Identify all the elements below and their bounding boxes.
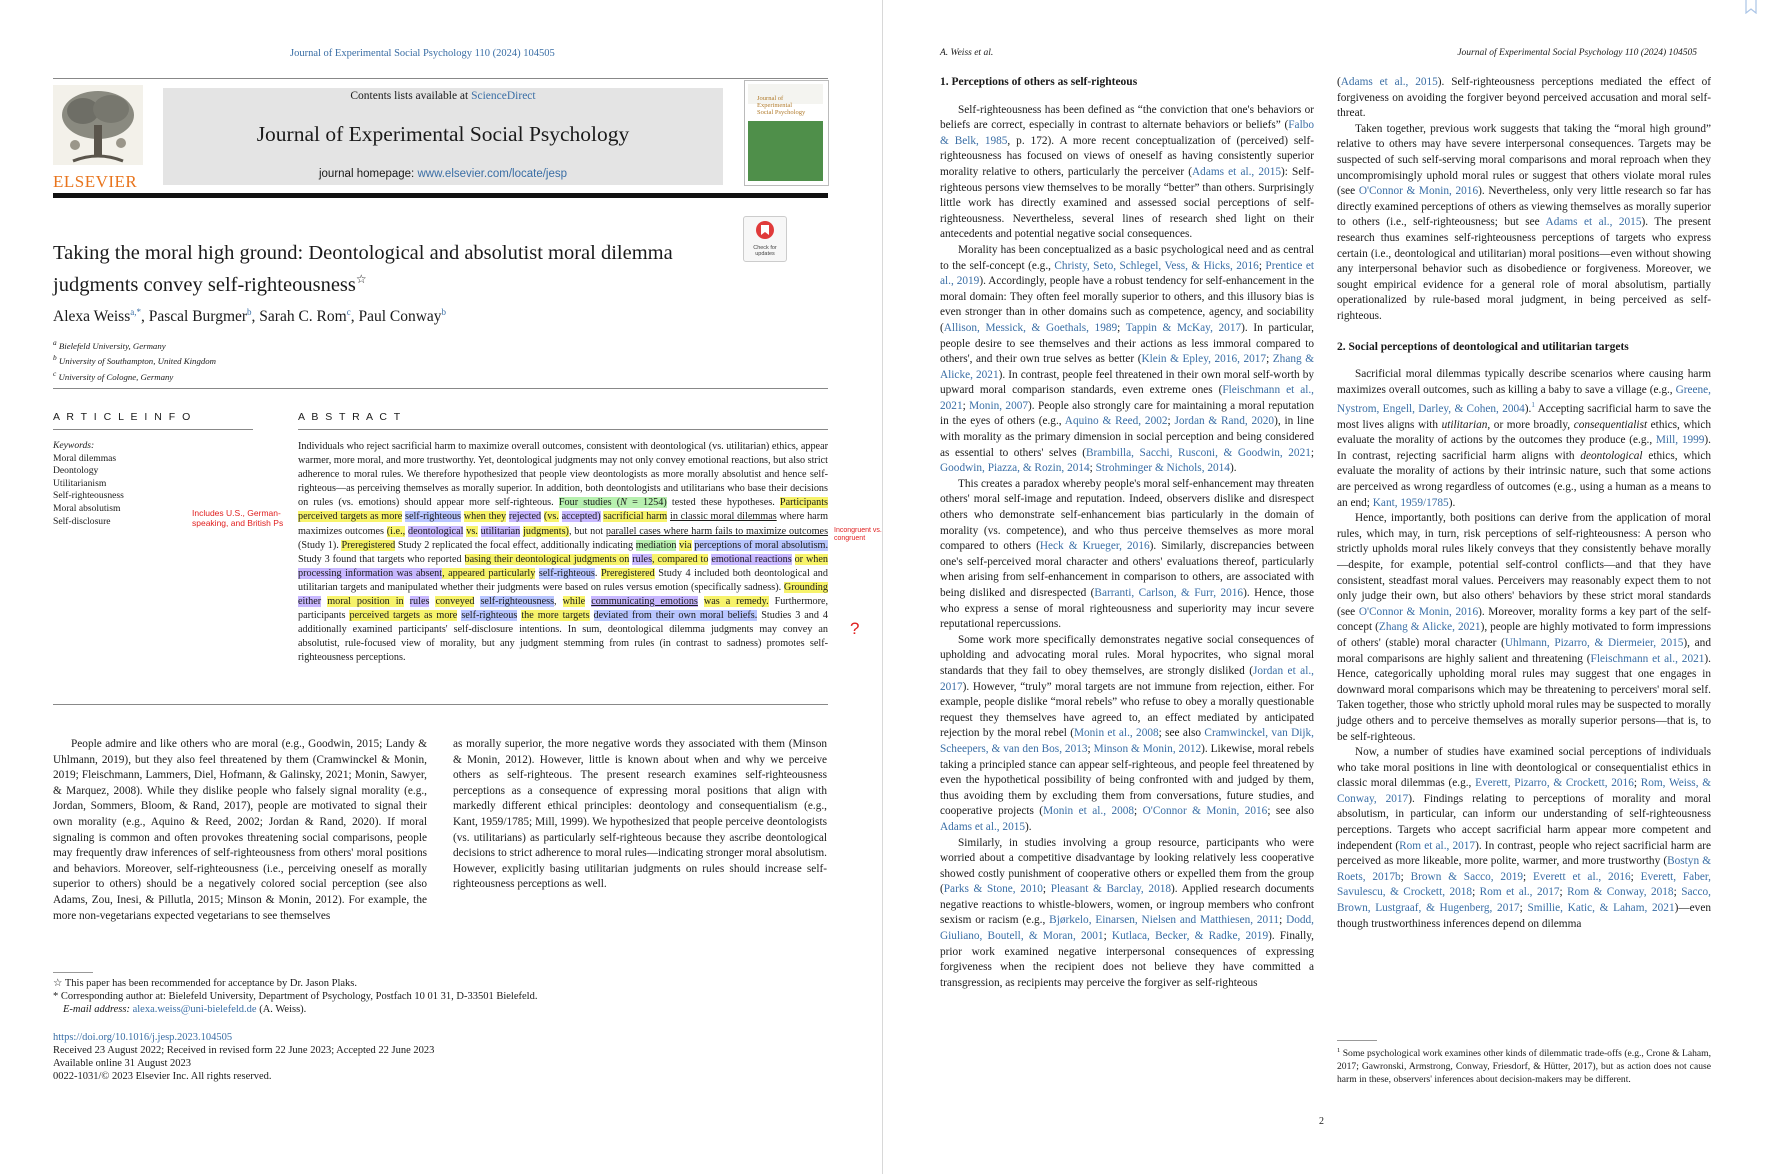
keyword: Self-righteousness	[53, 490, 124, 502]
author-name: Paul Conway	[358, 308, 442, 326]
keywords-list	[53, 440, 124, 528]
author-affiliation-mark[interactable]: a,*	[130, 307, 141, 317]
footnotes: ☆ This paper has been recommended for acceptance by Dr. Jason Plaks. * Corresponding author at: Bielefeld University, Department of Psychology, Postfach 10 01 31, D-33501 Bielefeld. E-mail address: alexa.weiss@uni-bielefeld.de (A. Weiss).	[53, 978, 538, 1015]
check-updates-line: Check for	[753, 245, 777, 251]
keyword: Moral dilemmas	[53, 452, 117, 464]
page2-column-1: 1. Perceptions of others as self-righteous Self-righteousness has been defined as “the conviction that one's behaviors or beliefs are correct, especially in contrast to alternate behaviors or beliefs” (Falbo & Belk, 1985, p. 172). A more recent conceptualization of (perceived) self-righteousness has focused on views of oneself as having consistently superior morality relative to others, particularly the perceiver (Adams et al., 2015): Self-righteous persons view themselves to be morally “better” than others. Surprisingly little work has directly examined and assessed social perceptions of self-righteousness. Nevertheless, several lines of research shed light on their antecedents and potential negative social consequences. Morality has been conceptualized as a basic psychological need and as central to the self-concept (e.g., Christy, Seto, Schlegel, Vess, & Hicks, 2016; Prentice et al., 2019). Accordingly, people have a robust tendency for self-enhancement in the moral domain: They often feel morally superior to others, and this illusory bias is even stronger than in other domains such as competence, agency, and sociability (Allison, Messick, & Goethals, 1989; Tappin & McKay, 2017). In particular, people desire to see themselves and their actions as less immoral compared to others', and their own true selves as better (Klein & Epley, 2016, 2017; Zhang & Alicke, 2021). In contrast, people feel threatened in their own moral self-worth by upward moral comparison standards, even extreme ones (Fleischmann et al., 2021; Monin, 2007). People also strongly care for maintaining a moral reputation in the eyes of others (e.g., Aquino & Reed, 2002; Jordan & Rand, 2020), in line with morality as the primary dimension in social perception and being considered as essential to others' selves (Brambilla, Sacchi, Rusconi, & Goodwin, 2021; Goodwin, Piazza, & Rozin, 2014; Strohminger & Nichols, 2014). This creates a paradox whereby people's moral self-enhancement may threaten others' moral self-image and reputation. Indeed, observers dislike and disrespect others who demonstrate self-enhancement bias particularly in the domain of morality (vs. competence), and who thus perceive themselves as more moral compared to others (Heck & Krueger, 2016). Similarly, discrepancies between one's self-perceived moral character and others' evaluations thereof, particularly when arising from self-enhancement in comparison to others, are associated with being disliked and disrespected (Barranti, Carlson, & Furr, 2016). Hence, those who express a sense of moral righteousness and superiority may incur severe reputational repercussions. Some work more specifically demonstrates negative social consequences of upholding and advocating moral rules. Moral hypocrites, who signal moral standards that they fail to obey themselves, are strongly disliked (Jordan et al., 2017). However, “truly” moral targets are not immune from rejection, either. For example, people dislike “moral rebels” who refuse to obey a morally questionable request they themselves have agreed to, an effect mediated by anticipated rejection by the moral rebel (Monin et al., 2008; see also Cramwinckel, van Dijk, Scheepers, & van den Bos, 2013; Minson & Monin, 2012). Likewise, moral rebels taking a principled stance can appear self-righteous, and people feel threatened by even the hypothetical possibility of being confronted with and judged by them, thus avoiding them by excluding them from conversations, future studies, and cooperative projects (Monin et al., 2008; O'Connor & Monin, 2016; see also Adams et al., 2015). Similarly, in studies involving a group resource, participants who were worried about a competitive disadvantage by looking relatively less cooperative showed costly punishment of cooperative others or expelled them from the group (Parks & Stone, 2010; Pleasant & Barclay, 2018). Applied research documents negative reactions to whistle-blowers, women, or ingroup members who confront sexism or racism (e.g., Bjørkelo, Einarsen, Nielsen and Matthiesen, 2011; Dodd, Giuliano, Boutell, & Moran, 2001; Kutlaca, Becker, & Radke, 2019). Finally, prior work examined negative interpersonal consequences of expressing forgiveness when the recipient does not believe they have committed a transgression, as recipients may perceive the forgiver as self-righteous	[940, 76, 1315, 989]
running-head-right: Journal of Experimental Social Psychology 110 (2024) 104505	[1457, 48, 1697, 58]
running-head-left: A. Weiss et al.	[940, 48, 994, 58]
cover-line: Experimental	[757, 102, 793, 109]
keywords-label: Keywords:	[53, 440, 95, 451]
copyright: 0022-1031/© 2023 Elsevier Inc. All rights reserved.	[53, 1071, 272, 1082]
page2-column-2: (Adams et al., 2015). Self-righteousness perceptions mediated the effect of forgiveness on avoiding the forgiver beyond perceived accusation and moral self-threat. Taken together, previous work suggests that taking the “moral high ground” relative to others may have severe interpersonal consequences. Targets may be suspected of such self-serving moral comparisons and moral reproach when they uncompromisingly uphold moral rules or suggest that others violate moral rules (see O'Connor & Monin, 2016). Nevertheless, only very little research so far has directly examined perceptions of others as viewing themselves as morally superior to others (i.e., self-righteousness; but see Adams et al., 2015). The present research thus examines self-righteousness perceptions of targets who express certain (i.e., deontological and utilitarian) moral positions—even without showing any interpersonal behavior such as disobedience or forgiveness. Moreover, we sought empirical evidence for a general role of moral absolutism, partially operationalized by rule-based moral judgment, in being perceived as self-righteous. 2. Social perceptions of deontological and utilitarian targets Sacrificial moral dilemmas typically describe scenarios where causing harm maximizes overall outcomes, such as killing a baby to save a village (e.g., Greene, Nystrom, Engell, Darley, & Cohen, 2004).$^1$ Accepting sacrificial harm to save the most lives aligns with utilitarian, or more broadly, consequentialist ethics, which evaluate the morality of actions by the outcomes they produce (e.g., Mill, 1999). In contrast, rejecting sacrificial harm aligns with deontological ethics, which evaluate the morality of actions by their intrinsic nature, such that some actions are perceived as wrong regardless of outcomes (e.g., using a human as a means to an end; Kant, 1959/1785). Hence, importantly, both positions can derive from the application of moral rules, which may, in turn, risk perceptions of self-righteousness: A person who strictly upholds moral rules likely conveys that they consistently behave morally—despite, for example, potential self-control conflicts—and that they have consistent, steadfast moral values. Perceivers may reasonably expect them to not only judge their own, but also others' behaviors by these strict moral standards (see O'Connor & Monin, 2016). Moreover, morality forms a key part of the self-concept (Zhang & Alicke, 2021), people are highly motivated to form impressions of others' (stable) moral character (Uhlmann, Pizarro, & Diermeier, 2015), and moral comparisons are highly salient and threatening (Fleischmann et al., 2021). Hence, categorically upholding moral rules may suggest that one engages in downward moral comparisons which may be threatening to perceivers' moral self. Taken together, those who strictly uphold moral rules may be suspected to morally judge others and to perceive themselves as morally superior persons—that is, to be self-righteous. Now, a number of studies have examined social perceptions of individuals who take moral positions in line with deontological or consequentialist ethics in classic moral dilemmas (e.g., Everett, Pizarro, & Crockett, 2016; Rom, Weiss, & Conway, 2017). Findings relating to perceptions of morality and moral absolutism, in particular, can inform our understanding of self-righteousness perceptions. Targets who accept sacrificial harm appear more competent and independent (Rom et al., 2017). In contrast, people who reject sacrificial harm are perceived as more likeable, more polite, warmer, and more trustworthy (Bostyn & Roets, 2017b; Brown & Sacco, 2019; Everett et al., 2016; Everett, Faber, Savulescu, & Crockett, 2018; Rom et al., 2017; Rom & Conway, 2018; Sacco, Brown, Lustgraaf, & Hugenberg, 2017; Smillie, Katic, & Laham, 2021)—even though trustworthiness inferences depend on dilemma	[1337, 76, 1712, 930]
footnote-mark: ☆	[53, 978, 63, 989]
section-2-heading: 2. Social perceptions of deontological and utilitarian targets	[1337, 340, 1629, 353]
abstract-bottom-rule	[53, 704, 828, 705]
cover-line: Social Psychology	[757, 109, 806, 116]
page-2	[883, 0, 1765, 1174]
intro-column-2: as morally superior, the more negative words they associated with them (Minson & Monin, 2012). However, little is known about when and why we perceive others as self-righteous. The present research examines self-righteousness perceptions as a consequence of expressing moral positions that align with markedly different ethical principles: deontology and consequentialism (e.g., Kant, 1959/1785; Mill, 1999). We hypothesized that people perceive deontologists (vs. utilitarians) as particularly self-righteous because they ascribe deontological decisions to strict adherence to moral rules—indicating stronger moral absolutism. However, explicitly basing utilitarian judgments on rules should increase self-righteousness perceptions as well.	[453, 738, 827, 891]
email-label: E-mail address:	[63, 1004, 130, 1015]
page-1	[0, 0, 882, 1174]
affiliation: $^a$ Bielefeld University, Germany	[53, 338, 166, 351]
journal-banner	[163, 88, 723, 185]
email-suffix: (A. Weiss).	[259, 1004, 307, 1015]
annotation-note-left: Includes U.S., German-speaking, and British Ps	[192, 508, 284, 528]
article-info-rule	[53, 429, 253, 430]
article-history	[53, 1031, 828, 1083]
keyword: Moral absolutism	[53, 502, 121, 514]
abstract-rule	[298, 429, 828, 430]
elsevier-tree-icon	[53, 85, 143, 165]
homepage-prefix: journal homepage:	[318, 168, 415, 180]
contents-prefix: Contents lists available at	[350, 90, 469, 102]
author-name: Alexa Weiss	[53, 308, 131, 326]
affiliations	[53, 337, 216, 383]
author-name: Sarah C. Rom	[259, 308, 347, 326]
intro-column-1: People admire and like others who are moral (e.g., Goodwin, 2015; Landy & Uhlmann, 2019), but they also feel threatened by them (Cramwinckel & Monin, 2019; Fleischmann, Lammers, Diel, Hofmann, & Galinsky, 2021; Monin, Sawyer, & Marquez, 2008). While they dislike people who falsely signal morality (e.g., Jordan, Sommers, Bloom, & Rand, 2017), people are motivated to signal their own morality (e.g., Aquino & Reed, 2002; Jordan & Rand, 2020). If moral signaling is common and often provokes threatening social comparisons, people may frequently draw inferences of self-righteousness from others' moral positions and behaviors. Moreover, self-righteousness (i.e., perceiving oneself as morally superior to others) should be a negatively colored social perception (see also Adams, Zou, Inesi, & Pillutla, 2015; Minson & Monin, 2012). For example, the more non-vegetarians expected vegetarians to see themselves	[53, 738, 427, 922]
keyword: Deontology	[53, 465, 99, 477]
abstract-heading: A B S T R A C T	[298, 411, 403, 423]
page-number: 2	[1319, 1116, 1324, 1127]
annotation-note-right: Incongruent vs. congruent	[834, 527, 882, 542]
page2-footnote-rule	[1337, 1040, 1377, 1041]
keyword: Utilitarianism	[53, 477, 107, 489]
bookmark-badge-icon	[755, 220, 775, 240]
journal-cover	[744, 80, 829, 186]
author-affiliation-mark[interactable]: c	[346, 307, 351, 317]
affiliation: $^c$ University of Cologne, Germany	[53, 368, 174, 382]
header-rule-thick	[53, 193, 828, 198]
bookmark-icon[interactable]	[1744, 0, 1758, 14]
footnote-corresponding: Corresponding author at: Bielefeld University, Department of Psychology, Postfach 10 01 31, D-33501 Bielefeld.	[60, 991, 538, 1002]
affiliation: $^b$ University of Southampton, United Kingdom	[53, 353, 216, 367]
cover-line: Journal of	[757, 95, 784, 102]
author-affiliation-mark[interactable]: b	[441, 307, 447, 317]
page2-footnote: $^1$ Some psychological work examines other kinds of dilemmatic trade-offs (e.g., Crone & Laham, 2017; Gawronski, Armstrong, Conway, Friesdorf, & Hütter, 2017), but as action does not cause harm in these, observers' inferences about decision-makers may be different.	[1337, 1047, 1711, 1086]
journal-title: Journal of Experimental Social Psychology	[256, 122, 630, 146]
title-footnote-mark[interactable]: ☆	[355, 272, 367, 286]
check-updates-line: updates	[755, 251, 775, 257]
received-dates: Received 23 August 2022; Received in revised form 22 June 2023; Accepted 22 June 2023	[53, 1045, 435, 1056]
article-info-heading: A R T I C L E I N F O	[53, 411, 193, 423]
author-affiliation-mark[interactable]: b	[247, 307, 252, 317]
doi-link[interactable]: https://doi.org/10.1016/j.jesp.2023.104505	[53, 1032, 233, 1043]
author-list: Alexa Weiss$^{a,*}$, Pascal Burgmer$^b$, Sarah C. Rom$^c$, Paul Conway$^b$	[53, 307, 447, 326]
publisher-name: ELSEVIER	[53, 172, 138, 191]
available-online: Available online 31 August 2023	[53, 1058, 192, 1069]
annotation-question-mark: ?	[850, 619, 860, 638]
footnote-rule	[53, 972, 93, 973]
journal-reference[interactable]: Journal of Experimental Social Psychology 110 (2024) 104505	[290, 48, 555, 59]
article-title: Taking the moral high ground: Deontological and absolutist moral dilemma judgments convey self-righteousness☆	[53, 242, 673, 296]
homepage-link[interactable]: www.elsevier.com/locate/jesp	[417, 168, 568, 180]
header-rule-top	[53, 78, 828, 79]
author-name: Pascal Burgmer	[148, 308, 248, 326]
check-updates-button[interactable]	[743, 216, 787, 262]
abstract-text: Individuals who reject sacrificial harm to maximize overall outcomes, consistent with deontological (vs. utilitarian) ethics, appear warmer, more moral, and more trustworthy. Yet, deontological judgments may not only convey emotional reactions, but also strict adherence to moral rules. We therefore hypothesized that people view deontologists as more morally absolutist and hence self-righteous—as perceiving themselves as morally superior. In addition, both deontologists and utilitarians who base their decisions on rules (vs. emotions) should appear more self-righteous. Four studies (N = 1254) tested these hypotheses. Participants perceived targets as more self-righteous when they rejected (vs. accepted) sacrificial harm in classic moral dilemmas where harm maximizes outcomes (i.e., deontological vs. utilitarian judgments), but not parallel cases where harm fails to maximize outcomes (Study 1). Preregistered Study 2 replicated the focal effect, additionally indicating mediation via perceptions of moral absolutism. Study 3 found that targets who reported basing their deontological judgments on rules, compared to emotional reactions or when processing information was absent, appeared particularly self-righteous. Preregistered Study 4 included both deontological and utilitarian targets and manipulated whether their judgments were based on rules versus emotion (specifically sadness). Grounding either moral position in rules conveyed self-righteousness, while communicating emotions was a remedy. Furthermore, participants perceived targets as more self-righteous the more targets deviated from their own moral beliefs. Studies 3 and 4 additionally examined participants' self-disclosure intentions. In sum, deontological dilemma judgments may convey an absolutist, rule-focused view of morality, but any judgment stemming from rules (in contrast to sadness) promotes self-righteousness perceptions.	[298, 441, 829, 664]
footnote-recommended: This paper has been recommended for acceptance by Dr. Jason Plaks.	[64, 978, 358, 989]
info-rule	[53, 388, 828, 389]
email-link[interactable]: alexa.weiss@uni-bielefeld.de	[132, 1004, 257, 1015]
elsevier-logo	[53, 85, 143, 191]
sciencedirect-link[interactable]: ScienceDirect	[471, 90, 536, 102]
section-1-heading: 1. Perceptions of others as self-righteous	[940, 76, 1138, 88]
keyword: Self-disclosure	[53, 515, 111, 527]
